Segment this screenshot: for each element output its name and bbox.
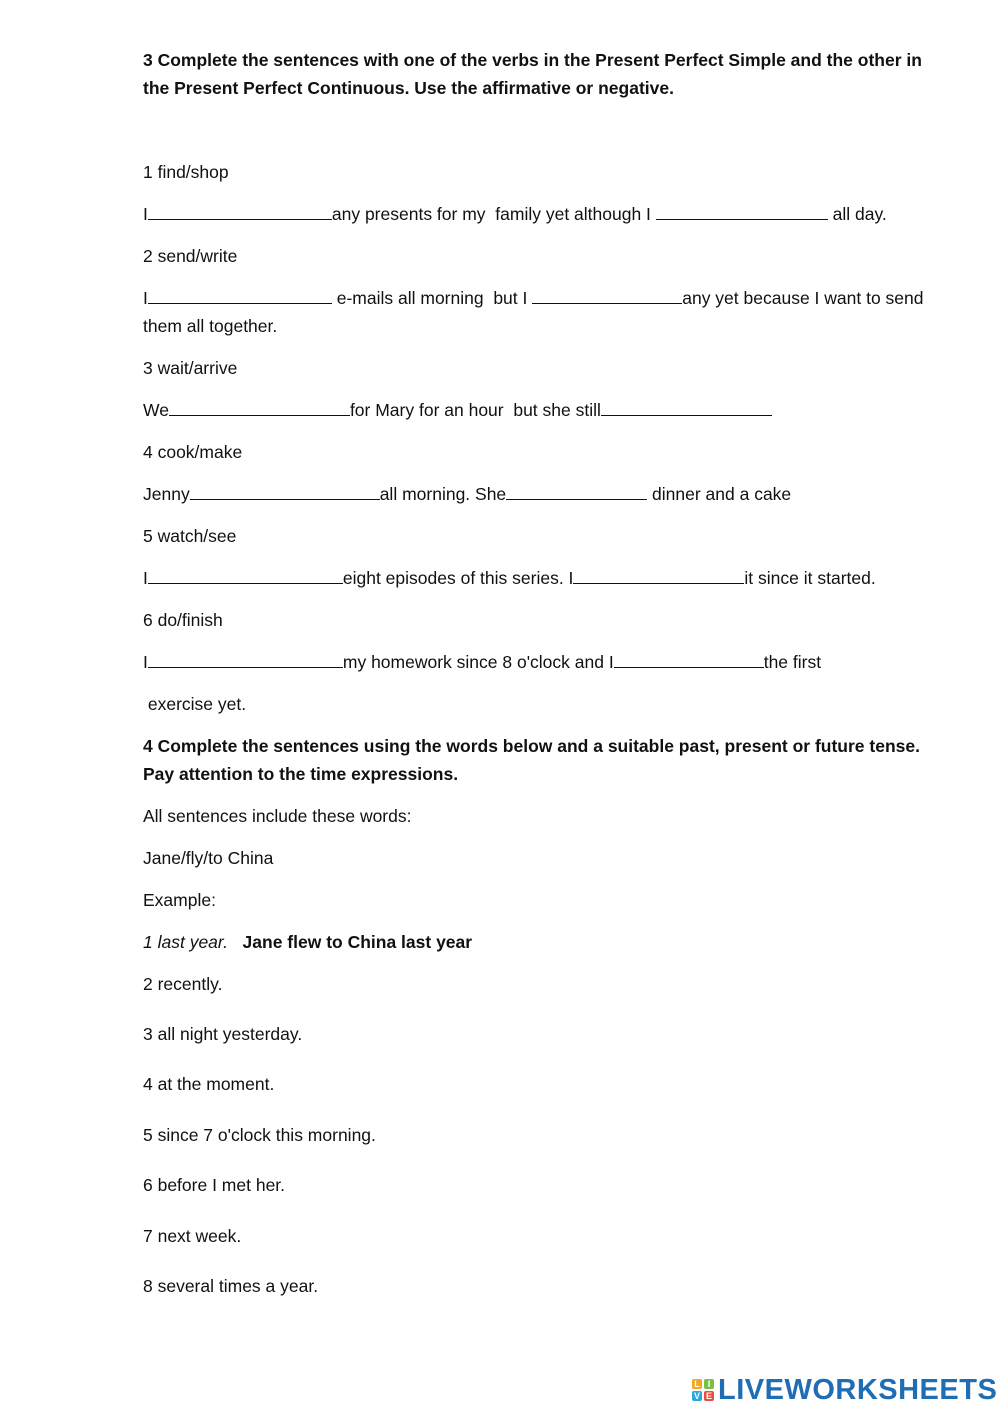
answer-blank[interactable]	[148, 566, 343, 584]
answer-blank[interactable]	[148, 286, 332, 304]
answer-blank[interactable]	[169, 398, 350, 416]
example-label: Example:	[143, 890, 216, 910]
item3-sentence: We for Mary for an hour but she still	[143, 396, 772, 424]
answer-blank[interactable]	[656, 202, 828, 220]
item3-verbs: 3 wait/arrive	[143, 358, 238, 378]
answer-blank[interactable]	[532, 286, 682, 304]
answer-blank[interactable]	[148, 650, 343, 668]
cue-item: 5 since 7 o'clock this morning.	[143, 1125, 376, 1145]
answer-blank[interactable]	[148, 202, 332, 220]
liveworksheets-logo	[692, 1374, 997, 1406]
answer-blank[interactable]	[506, 482, 647, 500]
liveworksheets-logo-icon: L I V E	[693, 1379, 712, 1401]
example-answer: Jane flew to China last year	[242, 932, 473, 952]
item5-verbs: 5 watch/see	[143, 526, 237, 546]
liveworksheets-logo-text: LIVEWORKSHEETS	[718, 1373, 998, 1406]
exercise4-instruction-line2: Pay attention to the time expressions.	[143, 764, 459, 784]
item1-verbs: 1 find/shop	[143, 162, 229, 182]
answer-blank[interactable]	[190, 482, 380, 500]
exercise4-words: Jane/fly/to China	[143, 848, 274, 868]
exercise4-instruction-line1: 4 Complete the sentences using the words below and a suitable past, present or future tense.	[143, 736, 920, 756]
example-line	[143, 928, 472, 956]
cue-item: 8 several times a year.	[143, 1276, 319, 1296]
item2-verbs: 2 send/write	[143, 246, 238, 266]
cue-item: 7 next week.	[143, 1226, 242, 1246]
item4-verbs: 4 cook/make	[143, 442, 243, 462]
example-cue: 1 last year.	[143, 932, 228, 952]
cue-item: 3 all night yesterday.	[143, 1024, 303, 1044]
item2-sentence-continued: them all together.	[143, 316, 278, 336]
item6-sentence: I my homework since 8 o'clock and I the first	[143, 652, 822, 672]
item1-sentence: I any presents for my family yet although I all day.	[143, 204, 887, 224]
cue-item: 2 recently.	[143, 974, 223, 994]
cue-item: 4 at the moment.	[143, 1074, 275, 1094]
answer-blank[interactable]	[601, 398, 772, 416]
item2-sentence: I e-mails all morning but I any yet because I want to send	[143, 288, 924, 308]
item6-sentence-continued: exercise yet.	[143, 694, 247, 714]
answer-blank[interactable]	[573, 566, 744, 584]
item5-sentence: I eight episodes of this series. I it since it started.	[143, 568, 876, 588]
exercise4-intro: All sentences include these words:	[143, 806, 412, 826]
answer-blank[interactable]	[614, 650, 764, 668]
item6-verbs: 6 do/finish	[143, 610, 223, 630]
exercise3-instruction-line1: 3 Complete the sentences with one of the verbs in the Present Perfect Simple and the other in	[143, 50, 922, 70]
cue-item: 6 before I met her.	[143, 1175, 286, 1195]
item4-sentence: Jenny all morning. She dinner and a cake	[143, 484, 792, 504]
exercise3-instruction-line2: the Present Perfect Continuous. Use the affirmative or negative.	[143, 78, 674, 98]
